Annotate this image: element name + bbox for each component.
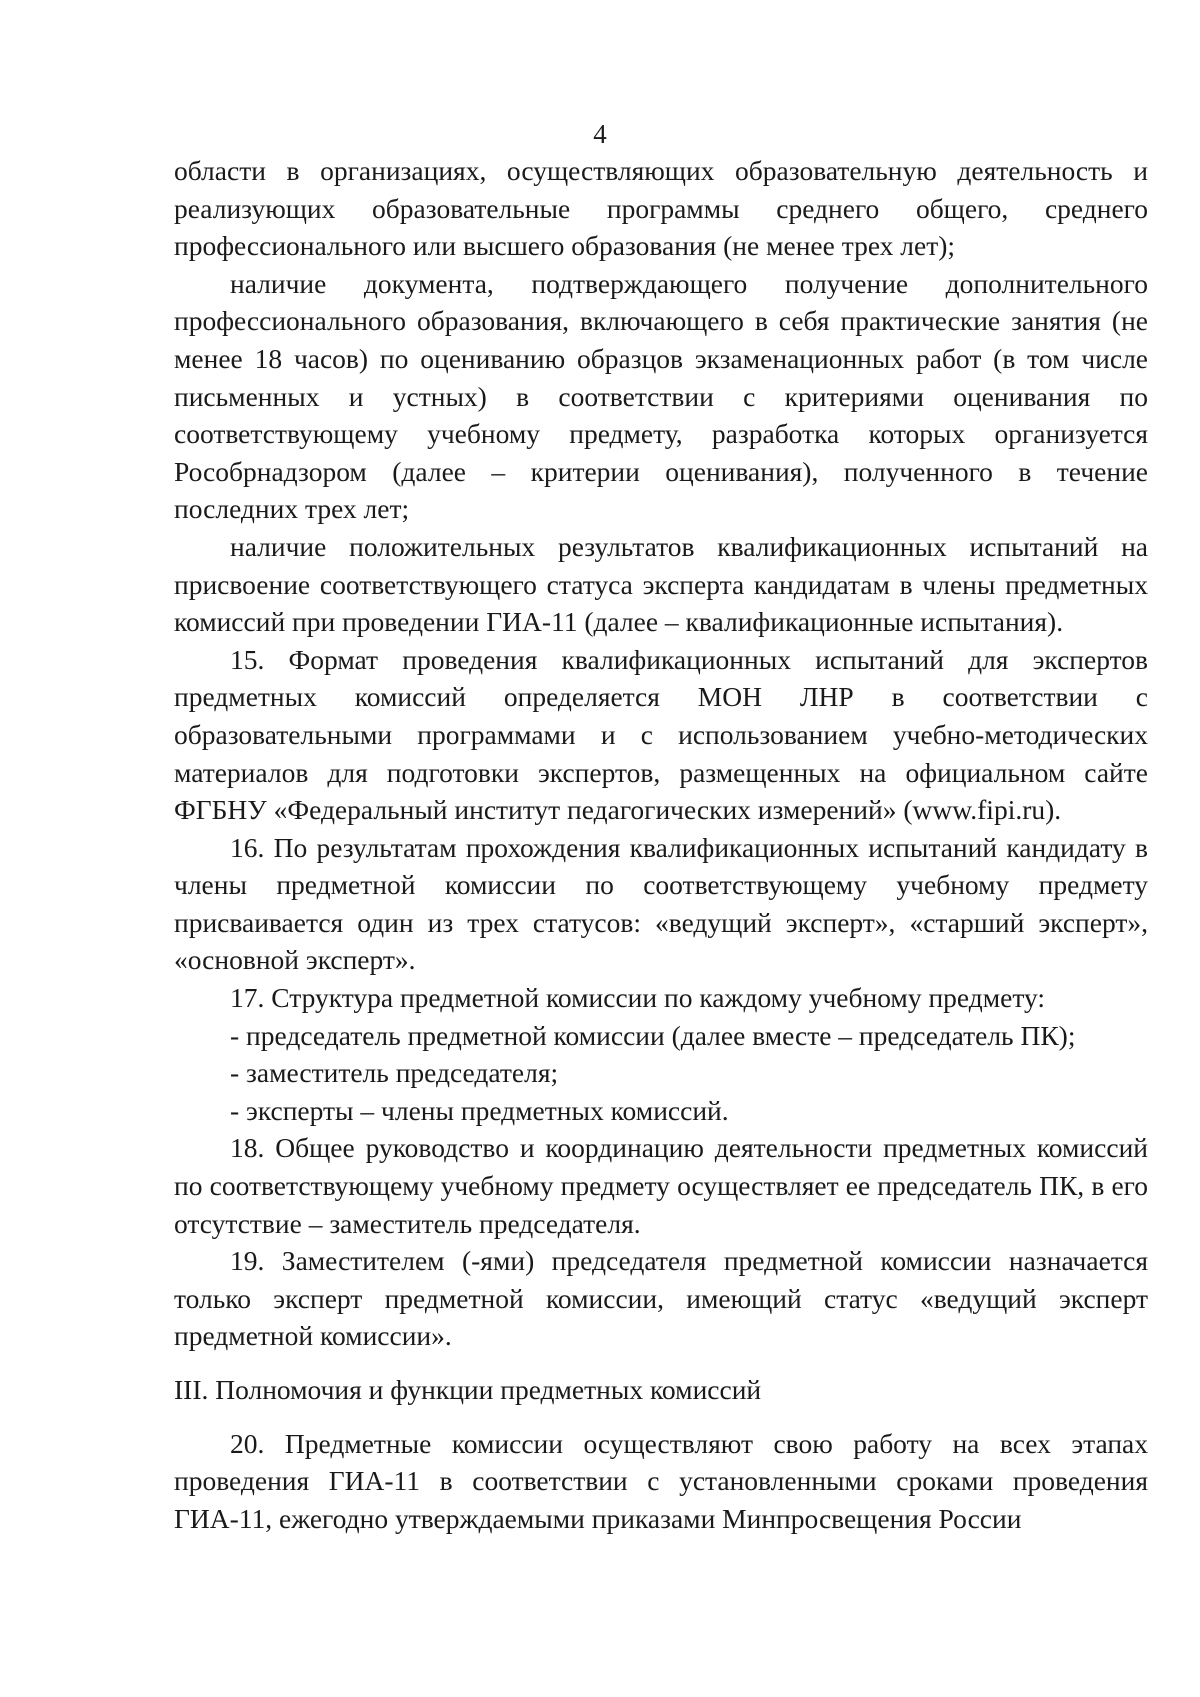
list-item-chair: - председатель предметной комиссии (далее вместе – председатель ПК); [230,1019,1076,1051]
paragraph-item-15: 15. Формат проведения квалификационных испытаний для экспертов предметных комиссий определяется МОН ЛНР в соответствии с образовательными программами и с использованием учебно-методических материалов для подготовки экспертов, размещенных на официальном сайте ФГБНУ «Федеральный институт педагогических измерений» (www.fipi.ru). [174,643,1148,826]
section-heading: III. Полномочия и функции предметных комиссий [174,1374,762,1405]
paragraph-item-19: 19. Заместителем (-ями) председателя предметной комиссии назначается только эксперт предметной комиссии, имеющий статус «ведущий эксперт предметной комиссии». [174,1245,1148,1352]
paragraph-continued: области в организациях, осуществляющих образовательную деятельность и реализующих образовательные программы среднего общего, среднего профессионального или высшего образования (не менее трех лет); [174,155,1148,262]
paragraph-item-20: 20. Предметные комиссии осуществляют свою работу на всех этапах проведения ГИА-11 в соответствии с установленными сроками проведения ГИА-11, ежегодно утверждаемыми приказами Минпросвещения России [174,1427,1148,1534]
paragraph-item-18: 18. Общее руководство и координацию деятельности предметных комиссий по соответствующему учебному предмету осуществляет ее председатель ПК, в его отсутствие – заместитель председателя. [174,1132,1148,1239]
document-body [174,152,1148,1537]
paragraph-requirement-qualification: наличие положительных результатов квалификационных испытаний на присвоение соответствующего статуса эксперта кандидатам в члены предметных комиссий при проведении ГИА-11 (далее – квалификационные испытания). [174,530,1148,638]
paragraph-item-16: 16. По результатам прохождения квалификационных испытаний кандидату в члены предметной комиссии по соответствующему учебному предмету присваивается один из трех статусов: «ведущий эксперт», «старший эксперт», «основной эксперт». [174,831,1148,976]
paragraph-item-17: 17. Структура предметной комиссии по каждому учебному предмету: [230,982,1046,1014]
list-item-deputy: - заместитель председателя; [230,1057,559,1089]
list-item-experts: - эксперты – члены предметных комиссий. [230,1094,729,1126]
page-number: 4 [593,119,607,149]
paragraph-requirement-training: наличие документа, подтверждающего получение дополнительного профессионального образования, включающего в себя практические занятия (не менее 18 часов) по оцениванию образцов экзаменационных работ (в том числе письменных и устных) в соответствии с критериями оценивания по соответствующему учебному предмету, разработка которых организуется Рособрнадзором (далее – критерии оценивания), полученного в течение последних трех лет; [174,267,1148,525]
